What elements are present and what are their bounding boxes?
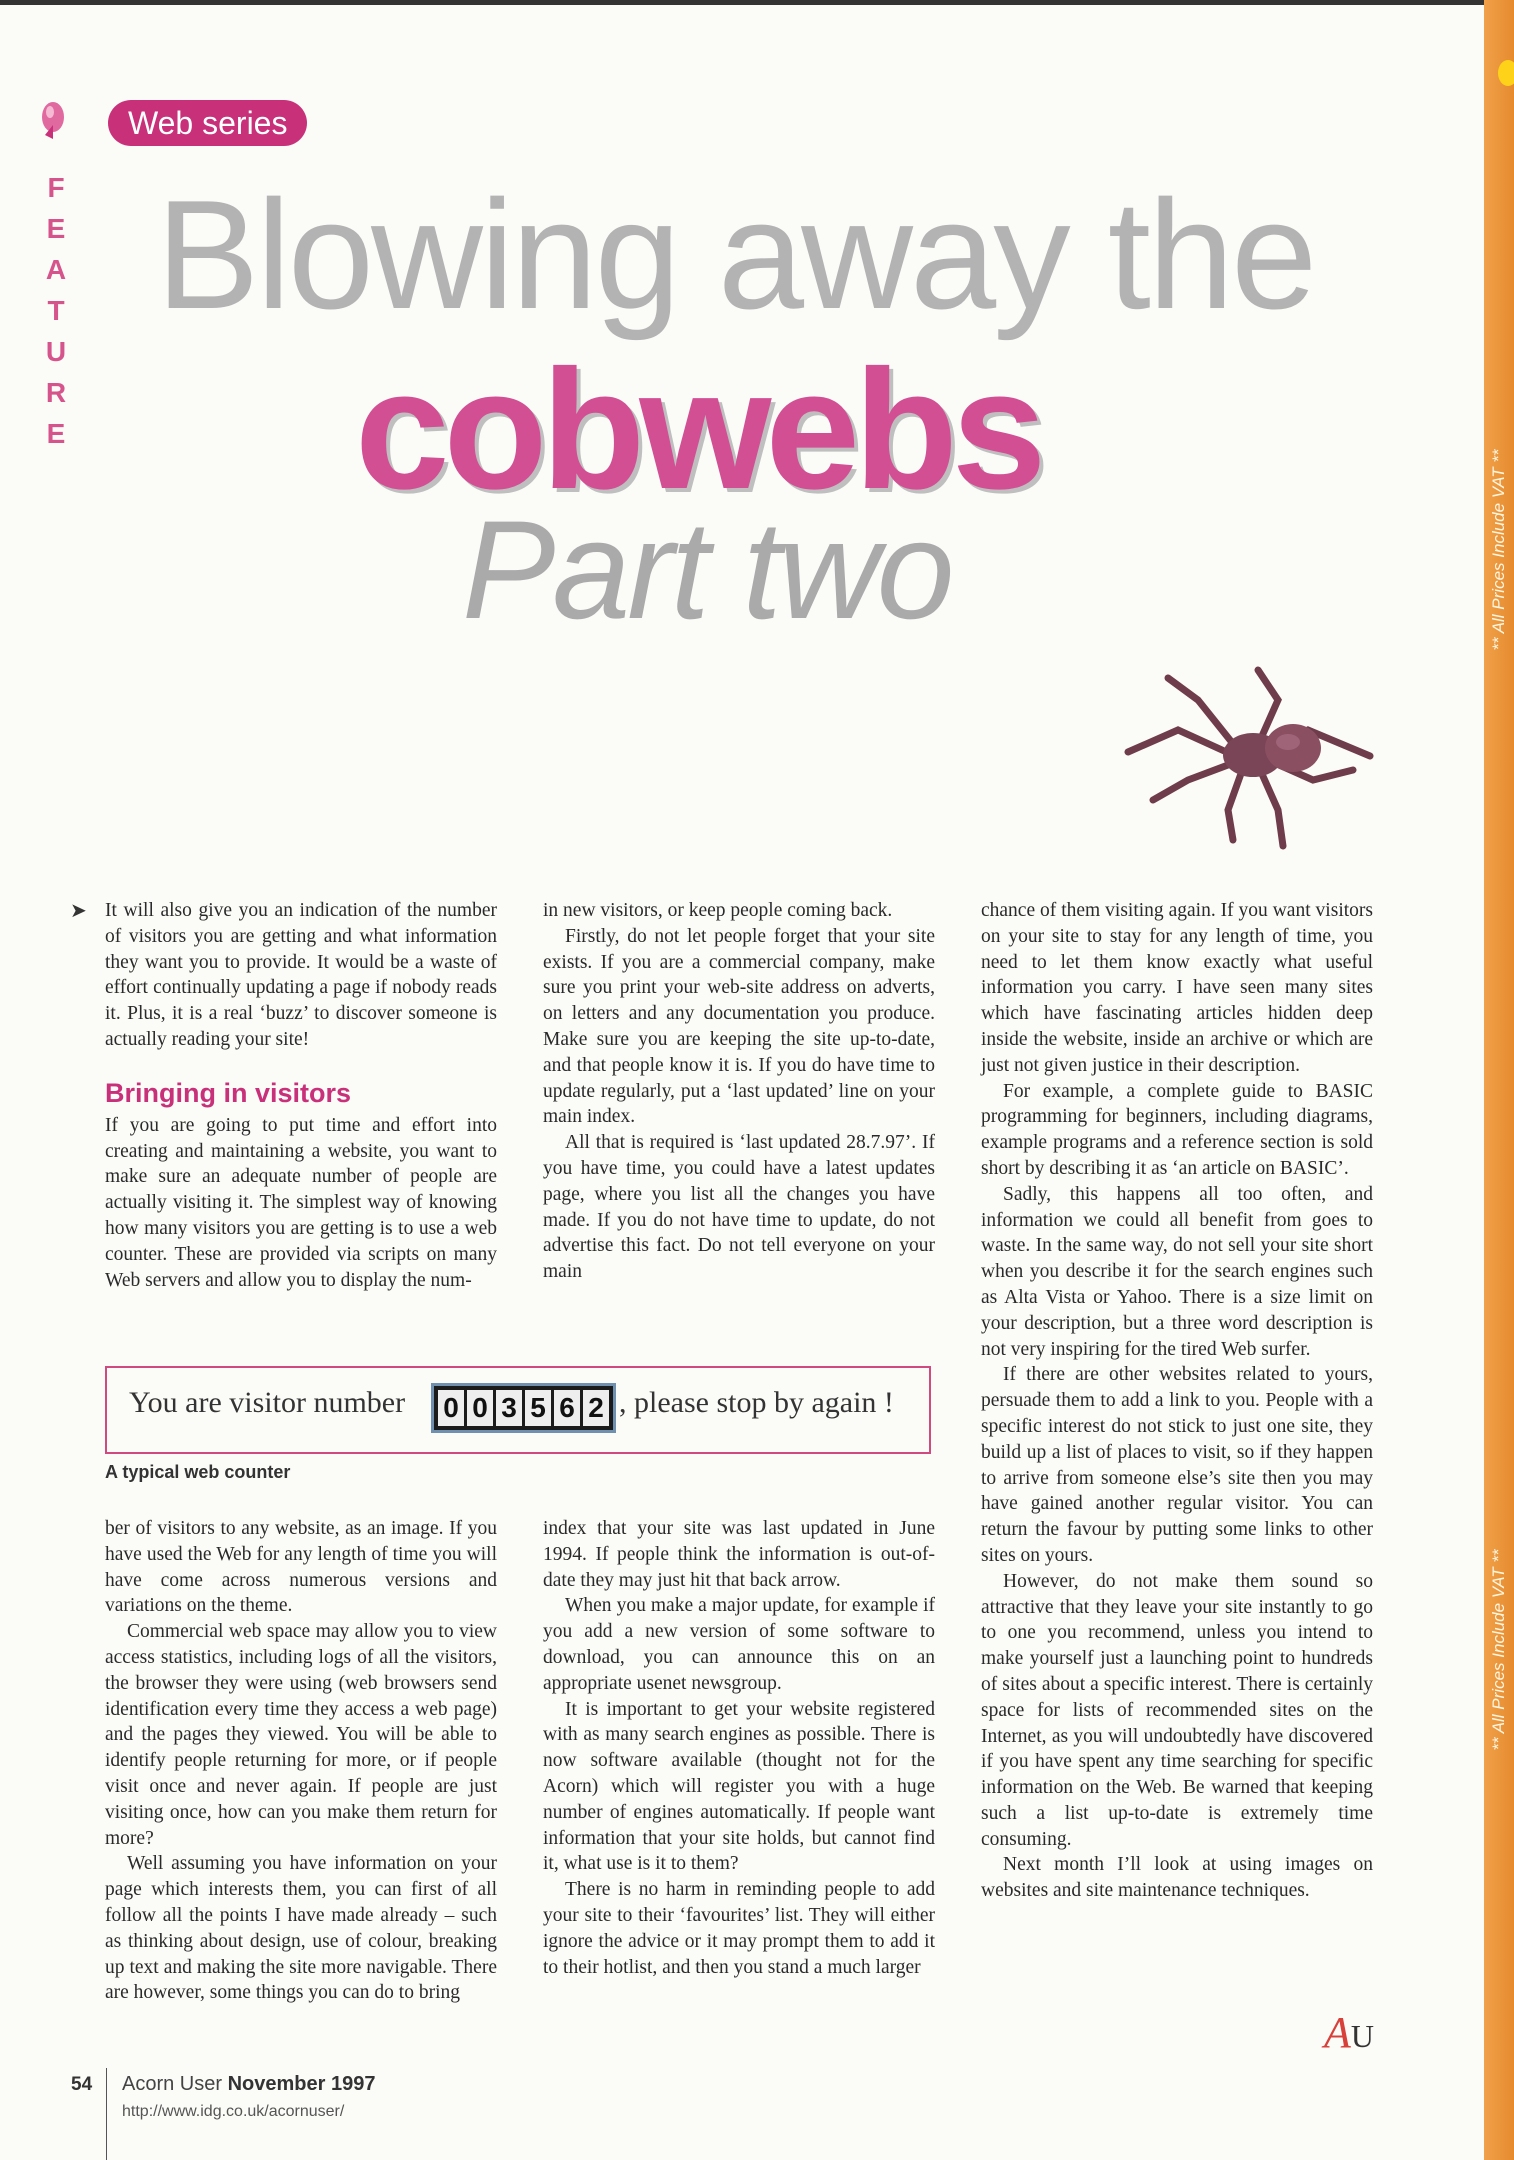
- footer-url[interactable]: http://www.idg.co.uk/acornuser/: [122, 2103, 345, 2120]
- side-dot-icon: [1498, 60, 1514, 86]
- body-paragraph: There is no harm in reminding people to add your site to their ‘favourites’ list. They will either ignore the advice or it may prompt them to add it to their hotlist, and then you stand a much larger: [543, 1879, 935, 1978]
- body-paragraph: Commercial web space may allow you to view access statistics, including logs of all the visitors, the browser they were using (web browsers send identification every time they access a web page) and the pages they viewed. You will be able to identify people returning for more, or if people visit once and never again. If people are just visiting once, how can you make them return for more?: [105, 1621, 497, 1849]
- acorn-user-endmark-logo: AU: [1324, 2008, 1374, 2057]
- side-strip-text-upper: ** All Prices Include VAT **: [1489, 449, 1508, 651]
- counter-digit: 5: [525, 1390, 551, 1426]
- spider-image: [1108, 660, 1378, 860]
- counter-digit: 2: [583, 1390, 609, 1426]
- section-pill: Web series: [108, 100, 307, 146]
- body-paragraph: Firstly, do not let people forget that your site exists. If you are a commercial company, make sure you print your web-site address on adverts, on letters and any documentation you produce. Make sure you are keeping the site up-to-date, and that people know it is. If you do have time to update regularly, put a ‘last updated’ line on your main index.: [543, 925, 935, 1128]
- page-number: 54: [71, 2074, 93, 2095]
- counter-digits: [431, 1383, 616, 1433]
- column-2-top: [543, 898, 935, 1285]
- section-heading: Bringing in visitors: [105, 1077, 352, 1108]
- section-paragraph: If you are going to put time and effort into creating and maintaining a website, you want to make sure an adequate number of people are actually visiting it. The simplest way of knowing how many visitors you are getting is to use a web counter. These are provided via scripts on many Web servers and allow you to display the num-: [105, 1114, 497, 1291]
- top-rule: [0, 0, 1490, 5]
- feature-letter: R: [45, 377, 67, 408]
- headline-line3: Part two: [462, 491, 952, 648]
- feature-label: [38, 170, 74, 510]
- counter-suffix: , please stop by again !: [619, 1386, 894, 1419]
- counter-digit: 3: [496, 1390, 522, 1426]
- footer-magazine: [122, 2073, 375, 2096]
- footer-divider: [106, 2068, 107, 2160]
- headline-line1: Blowing away the: [156, 168, 1315, 341]
- body-paragraph: All that is required is ‘last updated 28.7.97’. If you have time, you could have a latest updates page, where you list all the changes you have made. If you do not have time to update, do not advertise this fact. Do not tell everyone on your main: [543, 1132, 935, 1283]
- issue-date: November 1997: [227, 2073, 376, 2095]
- counter-digit: 6: [554, 1390, 580, 1426]
- counter-prefix: You are visitor number: [129, 1386, 406, 1419]
- figure-caption: A typical web counter: [105, 1462, 291, 1482]
- body-paragraph: When you make a major update, for example if you add a new version of some software to download, you can announce this on an appropriate usenet newsgroup.: [543, 1595, 935, 1694]
- body-paragraph: However, do not make them sound so attractive that they leave your site instantly to go to one you recommend, unless you intend to make yourself just a launching point to hundreds of sites about a specific interest. There is certainly space for lists of recommended sites on the Internet, as you will undoubtedly have discovered if you have spent any time searching for specific information on the Web. Be warned that keeping such a list up-to-date is extremely time consuming.: [981, 1570, 1373, 1850]
- counter-digit: 0: [438, 1390, 464, 1426]
- feature-letter: E: [46, 418, 66, 449]
- body-paragraph: index that your site was last updated in June 1994. If people think the information is out-of-date they may just hit that back arrow.: [543, 1518, 935, 1591]
- body-paragraph: If there are other websites related to yours, persuade them to add a link to you. People with a specific interest do not stick to just one site, they build up a list of places to visit, so if they happen to arrive from someone else’s site then you may have gained another regular visitor. You can return the favour by putting some links to other sites on yours.: [981, 1364, 1373, 1566]
- intro-paragraph: It will also give you an indication of the number of visitors you are getting and what information they want you to provide. It would be a waste of effort continually updating a page if nobody reads it. Plus, it is a real ‘buzz’ to discover someone is actually reading your site!: [105, 900, 497, 1050]
- column-2-bottom: [543, 1516, 935, 1980]
- body-paragraph: For example, a complete guide to BASIC programming for beginners, including diagrams, example programs and a reference section is sold short by describing it as ‘an article on BASIC’.: [981, 1080, 1373, 1179]
- column-1-bottom: [105, 1516, 497, 2006]
- side-strip-text-lower: ** All Prices Include VAT **: [1489, 1549, 1508, 1751]
- counter-digit: 0: [467, 1390, 493, 1426]
- body-paragraph: in new visitors, or keep people coming back.: [543, 900, 893, 921]
- web-counter-example: [105, 1366, 931, 1454]
- feature-letter: A: [45, 254, 67, 285]
- column-3: [981, 898, 1373, 1904]
- body-paragraph: Well assuming you have information on your page which interests them, you can first of all follow all the points I have made already – such as thinking about design, use of colour, breaking up text and making the site more navigable. There are however, some things you can do to bring: [105, 1853, 497, 2004]
- feature-bulb-icon: [41, 101, 65, 141]
- column-1-top: [105, 898, 497, 1293]
- body-paragraph: It is important to get your website registered with as many search engines as possible. There is now software available (thought not for the Acorn) which will register you with a huge number of engines automatically. If people want information that your site holds, but cannot find it, what use is it to them?: [543, 1698, 935, 1875]
- feature-letter: T: [47, 295, 65, 326]
- body-paragraph: ber of visitors to any website, as an image. If you have used the Web for any length of time you will have come across numerous versions and variations on the theme.: [105, 1518, 497, 1617]
- body-paragraph: Sadly, this happens all too often, and information we could all benefit from goes to waste. In the same way, do not sell your site short when you describe it for the search engines such as Alta Vista or Yahoo. There is a size limit on your description, but a three word description is not very inspiring for the tired Web surfer.: [981, 1183, 1373, 1360]
- side-strip: [1484, 0, 1514, 2160]
- magazine-name: Acorn User: [122, 2073, 223, 2095]
- feature-letter: U: [45, 336, 67, 367]
- body-paragraph: chance of them visiting again. If you want visitors on your site to stay for any length of time, you need to let them know exactly what useful information you carry. I have seen many sites which have fascinating articles hidden deep inside the website, inside an archive or which are just not given justice in their description.: [981, 900, 1373, 1076]
- headline-line2: cobwebs: [355, 335, 1041, 525]
- continuation-arrow-icon: ➤: [70, 900, 87, 922]
- feature-letter: F: [47, 172, 65, 203]
- feature-letter: E: [46, 213, 66, 244]
- body-paragraph: Next month I’ll look at using images on websites and site maintenance techniques.: [981, 1854, 1373, 1902]
